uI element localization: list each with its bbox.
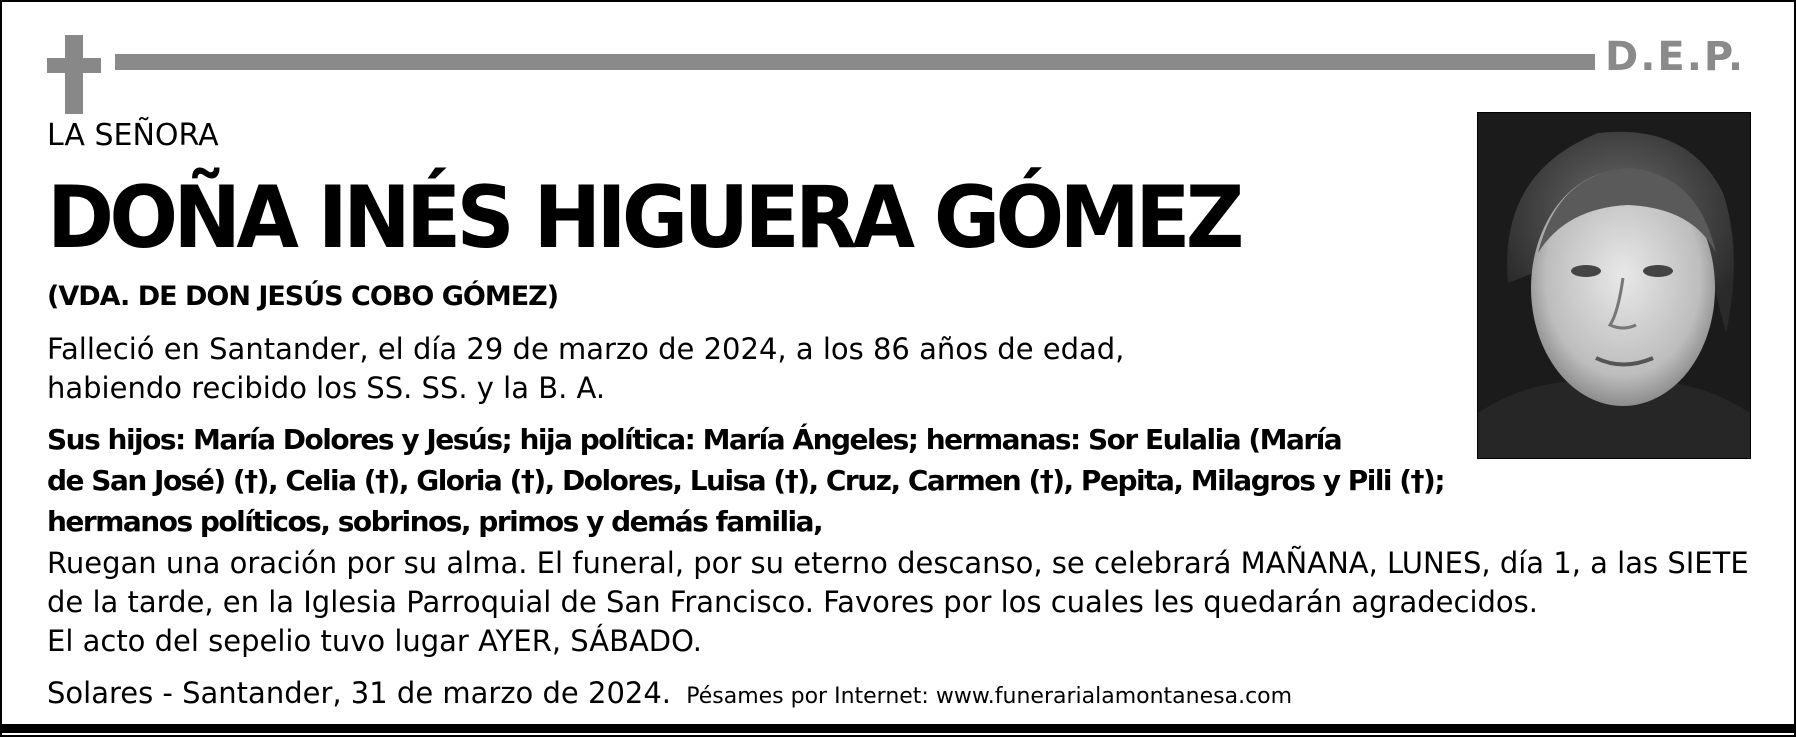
funeral-notice — [47, 544, 1767, 661]
family-line: Sus hijos: María Dolores y Jesús; hija política: María Ángeles; hermanas: Sor Eulalia (María — [47, 423, 1342, 456]
funeral-line: El acto del sepelio tuvo lugar AYER, SÁBADO. — [47, 624, 703, 658]
death-line: Falleció en Santander, el día 29 de marzo de 2024, a los 86 años de edad, — [47, 332, 1125, 366]
footer-rule — [0, 724, 1796, 733]
death-notice — [47, 330, 1197, 408]
honorific: LA SEÑORA — [47, 118, 219, 153]
widow-of: (VDA. DE DON JESÚS COBO GÓMEZ) — [47, 281, 559, 312]
family-line: de San José) (†), Celia (†), Gloria (†), Dolores, Luisa (†), Cruz, Carmen (†), Pepita, Milagros y Pili (†); — [47, 464, 1445, 497]
condolences-web-note: Pésames por Internet: www.funerarialamontanesa.com — [686, 684, 1293, 709]
funeral-line: de la tarde, en la Iglesia Parroquial de San Francisco. Favores por los cuales les quedarán agradecidos. — [47, 585, 1538, 619]
deceased-name: DOÑA INÉS HIGUERA GÓMEZ — [47, 168, 1240, 268]
place-date: Solares - Santander, 31 de marzo de 2024. — [47, 676, 672, 710]
header-rule — [115, 54, 1595, 70]
portrait-photo-image — [1478, 113, 1750, 458]
funeral-line: Ruegan una oración por su alma. El funeral, por su eterno descanso, se celebrará MAÑANA, LUNES, día 1, a las SIETE — [47, 546, 1749, 580]
cross-icon — [47, 35, 101, 114]
family-list — [47, 419, 1467, 542]
family-line: hermanos políticos, sobrinos, primos y demás familia, — [47, 505, 823, 538]
portrait-photo — [1477, 112, 1751, 459]
footer — [47, 676, 1292, 710]
dep-label: D.E.P. — [1605, 34, 1746, 80]
death-line: habiendo recibido los SS. SS. y la B. A. — [47, 371, 606, 405]
